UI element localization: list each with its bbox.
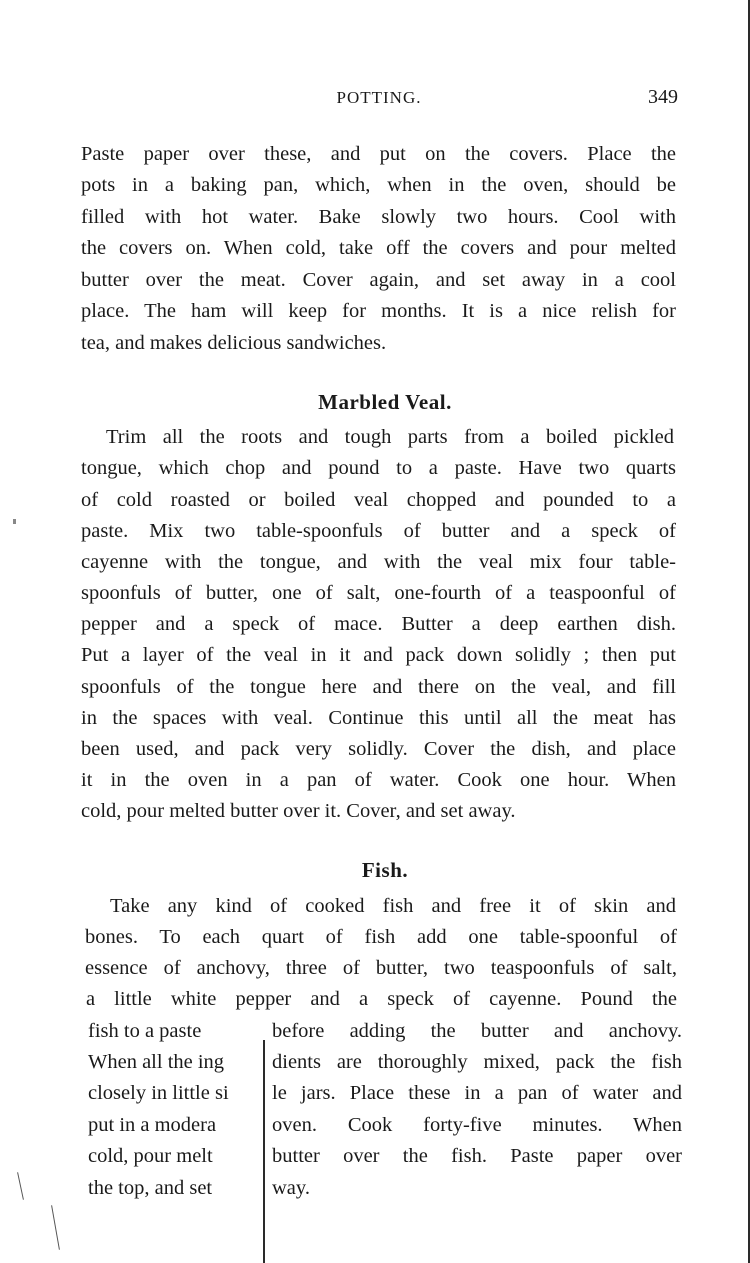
margin-scratch-mark [51, 1205, 60, 1249]
margin-speck [13, 519, 16, 524]
text-line: filled with hot water. Bake slowly two hours. Cool with [81, 206, 676, 228]
text-line: butter over the meat. Cover again, and set away in a cool [81, 269, 676, 291]
text-line: Paste paper over these, and put on the covers. Place the [81, 143, 676, 165]
text-line: Put a layer of the veal in it and pack down solidly ; then put [81, 644, 676, 666]
text-line: place. The ham will keep for months. It is a nice relish for [81, 300, 676, 322]
text-line: spoonfuls of butter, one of salt, one-fourth of a teaspoonful of [81, 582, 676, 604]
text-line-left-fragment: fish to a paste [88, 1020, 202, 1042]
text-line: cold, pour melted butter over it. Cover, and set away. [81, 800, 516, 822]
text-line-right-fragment: le jars. Place these in a pan of water and [272, 1082, 682, 1104]
text-line: of cold roasted or boiled veal chopped and pounded to a [81, 489, 676, 511]
text-line: cayenne with the tongue, and with the veal mix four table- [81, 551, 676, 573]
text-line: paste. Mix two table-spoonfuls of butter and a speck of [81, 520, 676, 542]
text-line-left-fragment: the top, and set [88, 1177, 213, 1199]
running-header [80, 86, 678, 114]
text-line: in the spaces with veal. Continue this until all the meat has [81, 707, 676, 729]
text-line-right-fragment: oven. Cook forty-five minutes. When [272, 1114, 682, 1136]
text-line: it in the oven in a pan of water. Cook one hour. When [81, 769, 676, 791]
text-line: essence of anchovy, three of butter, two teaspoonfuls of salt, [85, 957, 677, 979]
text-line: spoonfuls of the tongue here and there on the veal, and fill [81, 676, 676, 698]
text-line: Take any kind of cooked fish and free it of skin and [110, 895, 676, 917]
margin-scratch-mark [17, 1172, 24, 1200]
section-heading-fish: Fish. [361, 858, 409, 882]
text-line: pepper and a speck of mace. Butter a deep earthen dish. [81, 613, 676, 635]
text-line-right-fragment: dients are thoroughly mixed, pack the fish [272, 1051, 682, 1073]
page-number: 349 [648, 86, 678, 108]
text-line: the covers on. When cold, take off the covers and pour melted [81, 237, 676, 259]
text-line-right-fragment: way. [272, 1177, 310, 1199]
text-line: pots in a baking pan, which, when in the oven, should be [81, 174, 676, 196]
text-line: been used, and pack very solidly. Cover the dish, and place [81, 738, 676, 760]
text-line-right-fragment: before adding the butter and anchovy. [272, 1020, 682, 1042]
text-line-left-fragment: cold, pour melt [88, 1145, 213, 1167]
text-line: a little white pepper and a speck of cayenne. Pound the [86, 988, 677, 1010]
fold-crease-line [263, 1040, 265, 1263]
text-line-left-fragment: When all the ing [88, 1051, 225, 1073]
section-heading-marbled-veal: Marbled Veal. [318, 390, 452, 414]
running-title: POTTING. [336, 88, 422, 107]
text-line: Trim all the roots and tough parts from a boiled pickled [106, 426, 674, 448]
text-line: tea, and makes delicious sandwiches. [81, 332, 387, 354]
text-line: tongue, which chop and pound to a paste. Have two quarts [81, 457, 676, 479]
text-line-right-fragment: butter over the fish. Paste paper over [272, 1145, 682, 1167]
text-line-left-fragment: put in a modera [88, 1114, 217, 1136]
text-line: bones. To each quart of fish add one table-spoonful of [85, 926, 677, 948]
text-line-left-fragment: closely in little si [88, 1082, 229, 1104]
